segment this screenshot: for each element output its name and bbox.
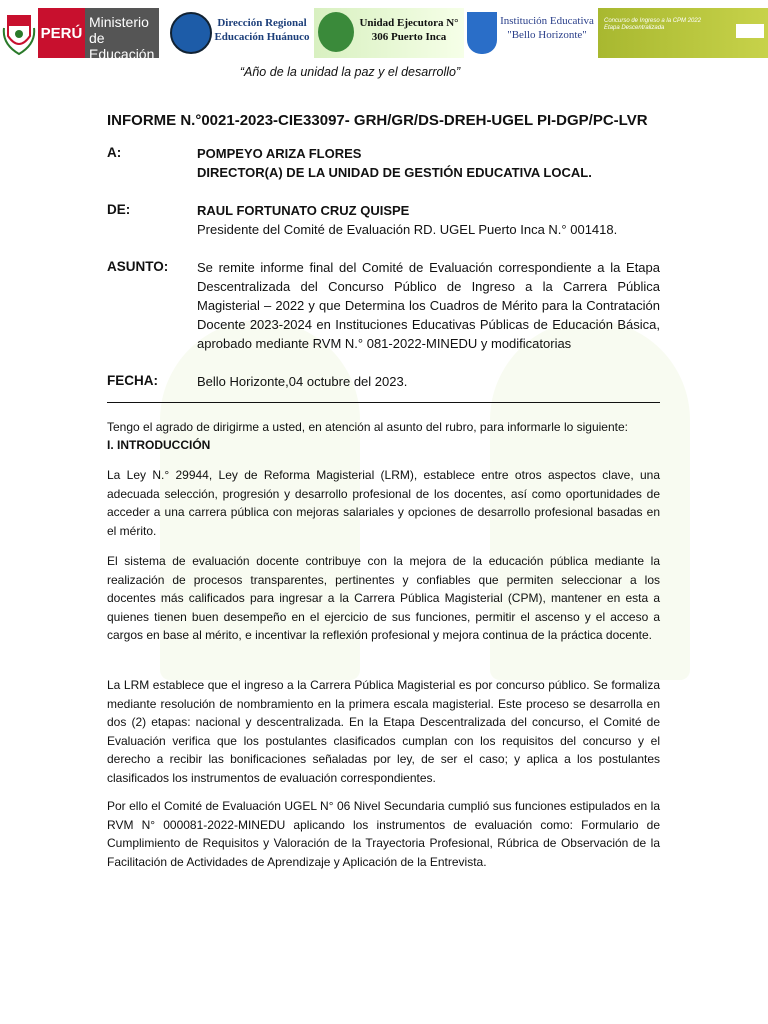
intro-line: Tengo el agrado de dirigirme a usted, en atención al asunto del rubro, para informarle lo siguiente: (107, 420, 628, 434)
paragraph-2: El sistema de evaluación docente contribuye con la mejora de la educación pública mediante la realización de procesos transparentes, pertinentes y confiables que permiten seleccionar a los docentes más calificados para ingresar a la Carrera Pública Magisterial (CPM), mantener en esta a quienes tienen buen desempeño en el ejercicio de sus funciones, permitir el ascenso y el acceso a cargos en base al mérito, e incentivar la reflexión profesional y mejora continua de la práctica docente. (107, 554, 660, 642)
ue-logo (314, 8, 464, 58)
paragraph-4: Por ello el Comité de Evaluación UGEL N° 06 Nivel Secundaria cumplió sus funciones estipulados en la RVM N° 000081-2022-MINEDU aplicando los instrumentos de evaluación como: Formulario de Cumplimiento de Requisitos y Valoración de la Trayectoria Profesional, Rúbrica de Observación de la Facilitación de Actividades de Aprendizaje y Aplicación de la Entrevista. (107, 799, 660, 869)
to-label: A: (107, 145, 122, 160)
ue-seal-icon (318, 12, 354, 52)
year-motto: “Año de la unidad la paz y el desarrollo” (239, 65, 461, 79)
ministerio-text: Ministerio de Educación (89, 14, 155, 58)
date-text: Bello Horizonte,04 octubre del 2023. (197, 374, 408, 389)
ie-shield-icon (467, 12, 497, 54)
separator-line (107, 402, 660, 403)
paragraph-1: La Ley N.° 29944, Ley de Reforma Magisterial (LRM), establece entre otros aspectos clave, una adecuada selección, progresión y desarrollo profesional de los docentes, así como oportunidades de acceder a una carrera pública con mejoras salariales y opciones de desarrollo profesional basadas en el mérito. (107, 468, 660, 538)
from-label: DE: (107, 202, 131, 217)
paragraph-3: La LRM establece que el ingreso a la Carrera Pública Magisterial es por concurso público. Se formaliza mediante resolución de nombramiento en la primera escala magisterial. Este proceso se desarrolla en dos (2) etapas: nacional y descentralizada. En la Etapa Descentralizada del concurso, el Comité de Evaluación verifica que los postulantes clasificados cumplan con los requisitos del concurso y el derecho a recibir las bonificaciones señaladas por ley, de ser el caso; y aplica a los postulantes clasificados los instrumentos de evaluación correspondientes. (107, 678, 660, 785)
date-label: FECHA: (107, 373, 158, 388)
minedu-mini-logo-icon (736, 24, 764, 38)
section-heading: I. INTRODUCCIÓN (107, 438, 211, 452)
dre-text: Dirección Regional Educación Huánuco (214, 17, 310, 43)
header-banner (0, 8, 768, 58)
dre-seal-icon (170, 12, 212, 54)
cpm-text: Concurso de Ingreso a la CPM 2022 Etapa Descentralizada (604, 18, 702, 31)
ie-text: Institución Educativa "Bello Horizonte" (500, 15, 594, 41)
peru-text: PERÚ (40, 24, 83, 42)
peru-coat-of-arms-icon (2, 8, 36, 58)
ue-text: Unidad Ejecutora N° 306 Puerto Inca (359, 17, 459, 43)
cpm-banner (598, 8, 768, 58)
dre-logo (166, 8, 312, 58)
peru-logo (38, 8, 85, 58)
report-title: INFORME N.°0021-2023-CIE33097- GRH/GR/DS-DREH-UGEL PI-DGP/PC-LVR (107, 112, 648, 129)
from-role: Presidente del Comité de Evaluación RD. UGEL Puerto Inca N.° 001418. (197, 222, 618, 237)
ie-logo (465, 8, 595, 58)
from-name: RAUL FORTUNATO CRUZ QUISPE (197, 203, 410, 218)
ministerio-logo (85, 8, 159, 58)
subject-label: ASUNTO: (107, 259, 169, 274)
subject-text: Se remite informe final del Comité de Evaluación correspondiente a la Etapa Descentralizada del Concurso Público de Ingreso a la Carrera Pública Magisterial – 2022 y que Determina los Cuadros de Mérito para la Contratación Docente 2023-2024 en Instituciones Educativas Públicas de Educación Básica, aprobado mediante RVM N.° 081-2022-MINEDU y modificatorias (197, 260, 660, 351)
to-name: POMPEYO ARIZA FLORES (197, 146, 362, 161)
to-role: DIRECTOR(A) DE LA UNIDAD DE GESTIÓN EDUCATIVA LOCAL. (197, 165, 592, 180)
